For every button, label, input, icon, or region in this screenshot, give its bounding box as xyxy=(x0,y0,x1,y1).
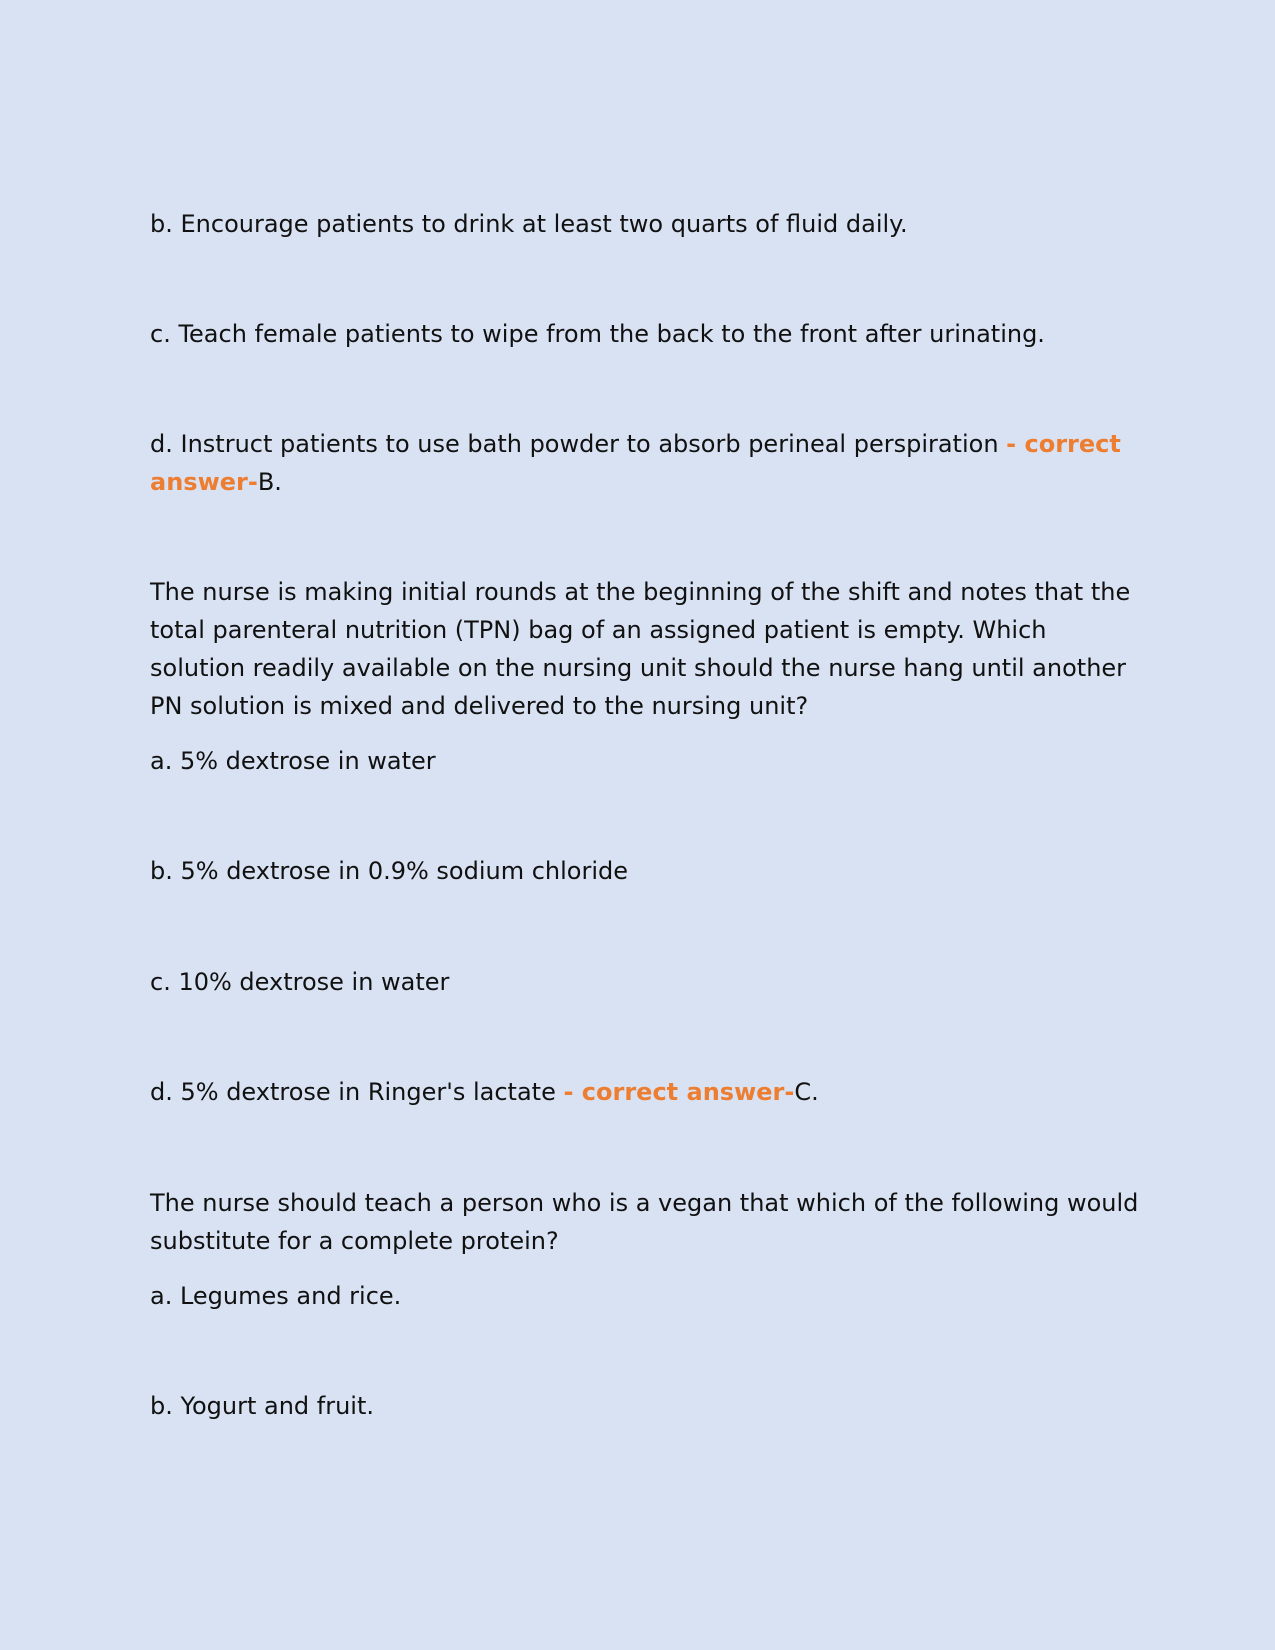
option-text: b. 5% dextrose in 0.9% sodium chloride xyxy=(150,857,629,885)
question-text: The nurse is making initial rounds at the beginning of the shift and notes that the xyxy=(150,578,1131,606)
correct-answer-letter: B. xyxy=(257,468,282,496)
q2-option-b xyxy=(150,852,628,890)
option-text: c. Teach female patients to wipe from the back to the front after urinating. xyxy=(150,320,1045,348)
q3-option-a xyxy=(150,1277,401,1315)
option-text: c. 10% dextrose in water xyxy=(150,968,450,996)
option-text: b. Encourage patients to drink at least two quarts of fluid daily. xyxy=(150,210,908,238)
correct-answer-marker: - correct answer- xyxy=(563,1078,795,1106)
correct-answer-marker: - correct xyxy=(1006,430,1121,458)
question-text: solution readily available on the nursing unit should the nurse hang until another xyxy=(150,654,1127,682)
q1-option-d-continued xyxy=(150,463,282,501)
q2-question-line xyxy=(150,573,1130,611)
correct-answer-letter: C. xyxy=(794,1078,819,1106)
q3-question-line xyxy=(150,1184,1138,1222)
correct-answer-marker: answer- xyxy=(150,468,258,496)
document-page xyxy=(150,0,1139,1650)
q3-option-b xyxy=(150,1387,374,1425)
q1-option-d xyxy=(150,425,1121,463)
q2-option-c xyxy=(150,963,449,1001)
option-text: a. 5% dextrose in water xyxy=(150,747,436,775)
q3-question-line xyxy=(150,1222,559,1260)
question-text: substitute for a complete protein? xyxy=(150,1227,559,1255)
option-text: d. Instruct patients to use bath powder to absorb perineal perspiration xyxy=(150,430,1007,458)
q1-option-b xyxy=(150,205,908,243)
q2-question-line xyxy=(150,687,808,725)
option-text: d. 5% dextrose in Ringer's lactate xyxy=(150,1078,564,1106)
q2-question-line xyxy=(150,611,1046,649)
q2-question-line xyxy=(150,649,1126,687)
option-text: a. Legumes and rice. xyxy=(150,1282,402,1310)
question-text: PN solution is mixed and delivered to the nursing unit? xyxy=(150,692,809,720)
q2-option-a xyxy=(150,742,436,780)
q2-option-d xyxy=(150,1073,819,1111)
question-text: The nurse should teach a person who is a vegan that which of the following would xyxy=(150,1189,1139,1217)
question-text: total parenteral nutrition (TPN) bag of an assigned patient is empty. Which xyxy=(150,616,1047,644)
q1-option-c xyxy=(150,315,1045,353)
option-text: b. Yogurt and fruit. xyxy=(150,1392,375,1420)
